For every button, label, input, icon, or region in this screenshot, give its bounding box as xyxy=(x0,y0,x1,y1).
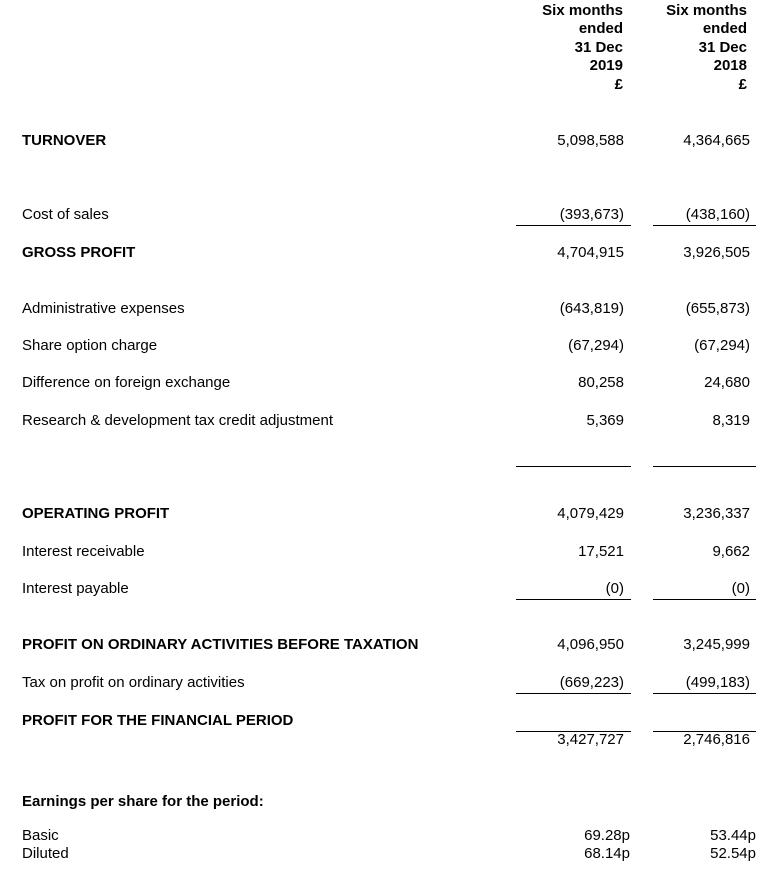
value-admin-expenses-2018: (655,873) xyxy=(685,300,750,317)
row-label-turnover: TURNOVER xyxy=(22,132,107,149)
row-label-cost-of-sales: Cost of sales xyxy=(22,206,109,223)
value-turnover-2019: 5,098,588 xyxy=(557,132,624,149)
value-share-option-2018: (67,294) xyxy=(694,337,750,354)
column-header-2019: Six months ended 31 Dec 2019 £ xyxy=(542,2,623,93)
value-admin-expenses-2019: (643,819) xyxy=(559,300,624,317)
value-pbt-2019: 4,096,950 xyxy=(557,636,624,653)
subtotal-rule-2018 xyxy=(653,466,756,467)
value-interest-payable-2019: (0) xyxy=(605,580,624,597)
value-profit-period-2018: 2,746,816 xyxy=(683,731,750,748)
value-operating-profit-2019: 4,079,429 xyxy=(557,505,624,522)
row-label-admin-expenses: Administrative expenses xyxy=(22,300,185,317)
underline-2018 xyxy=(653,599,756,600)
eps-heading: Earnings per share for the period: xyxy=(22,793,264,810)
column-header-2018: Six months ended 31 Dec 2018 £ xyxy=(666,2,747,93)
eps-labels xyxy=(22,827,69,862)
row-label-pbt: PROFIT ON ORDINARY ACTIVITIES BEFORE TAXATION xyxy=(22,636,419,653)
value-tax-2019: (669,223) xyxy=(559,674,624,691)
row-label-gross-profit: GROSS PROFIT xyxy=(22,244,136,261)
value-interest-receivable-2019: 17,521 xyxy=(578,543,624,560)
eps-values-2019 xyxy=(530,827,630,862)
value-operating-profit-2018: 3,236,337 xyxy=(683,505,750,522)
value-gross-profit-2018: 3,926,505 xyxy=(683,244,750,261)
underline-2018 xyxy=(653,693,756,694)
value-pbt-2018: 3,245,999 xyxy=(683,636,750,653)
eps-basic-2019: 69.28p xyxy=(584,827,630,844)
underline-2019 xyxy=(516,225,631,226)
value-cost-of-sales-2018: (438,160) xyxy=(685,206,750,223)
underline-2018 xyxy=(653,225,756,226)
eps-diluted-label: Diluted xyxy=(22,844,69,862)
underline-2019 xyxy=(516,599,631,600)
value-interest-payable-2018: (0) xyxy=(731,580,750,597)
subtotal-rule-2019 xyxy=(516,466,631,467)
row-label-operating-profit: OPERATING PROFIT xyxy=(22,505,170,522)
row-label-tax: Tax on profit on ordinary activities xyxy=(22,674,245,691)
row-label-interest-payable: Interest payable xyxy=(22,580,129,597)
row-label-share-option: Share option charge xyxy=(22,337,158,354)
row-label-interest-receivable: Interest receivable xyxy=(22,543,145,560)
row-label-profit-period: PROFIT FOR THE FINANCIAL PERIOD xyxy=(22,712,294,729)
value-profit-period-2019: 3,427,727 xyxy=(557,731,624,748)
eps-diluted-2018: 52.54p xyxy=(710,844,756,862)
eps-basic-label: Basic xyxy=(22,827,59,844)
row-label-rd-credit: Research & development tax credit adjustment xyxy=(22,412,333,429)
value-rd-credit-2018: 8,319 xyxy=(712,412,750,429)
row-label-fx-difference: Difference on foreign exchange xyxy=(22,374,231,391)
eps-basic-2018: 53.44p xyxy=(710,827,756,844)
value-fx-difference-2018: 24,680 xyxy=(704,374,750,391)
value-share-option-2019: (67,294) xyxy=(568,337,624,354)
value-turnover-2018: 4,364,665 xyxy=(683,132,750,149)
eps-diluted-2019: 68.14p xyxy=(584,844,630,862)
value-gross-profit-2019: 4,704,915 xyxy=(557,244,624,261)
value-fx-difference-2019: 80,258 xyxy=(578,374,624,391)
value-rd-credit-2019: 5,369 xyxy=(586,412,624,429)
value-cost-of-sales-2019: (393,673) xyxy=(559,206,624,223)
value-interest-receivable-2018: 9,662 xyxy=(712,543,750,560)
underline-2019 xyxy=(516,693,631,694)
value-tax-2018: (499,183) xyxy=(685,674,750,691)
eps-values-2018 xyxy=(656,827,756,862)
